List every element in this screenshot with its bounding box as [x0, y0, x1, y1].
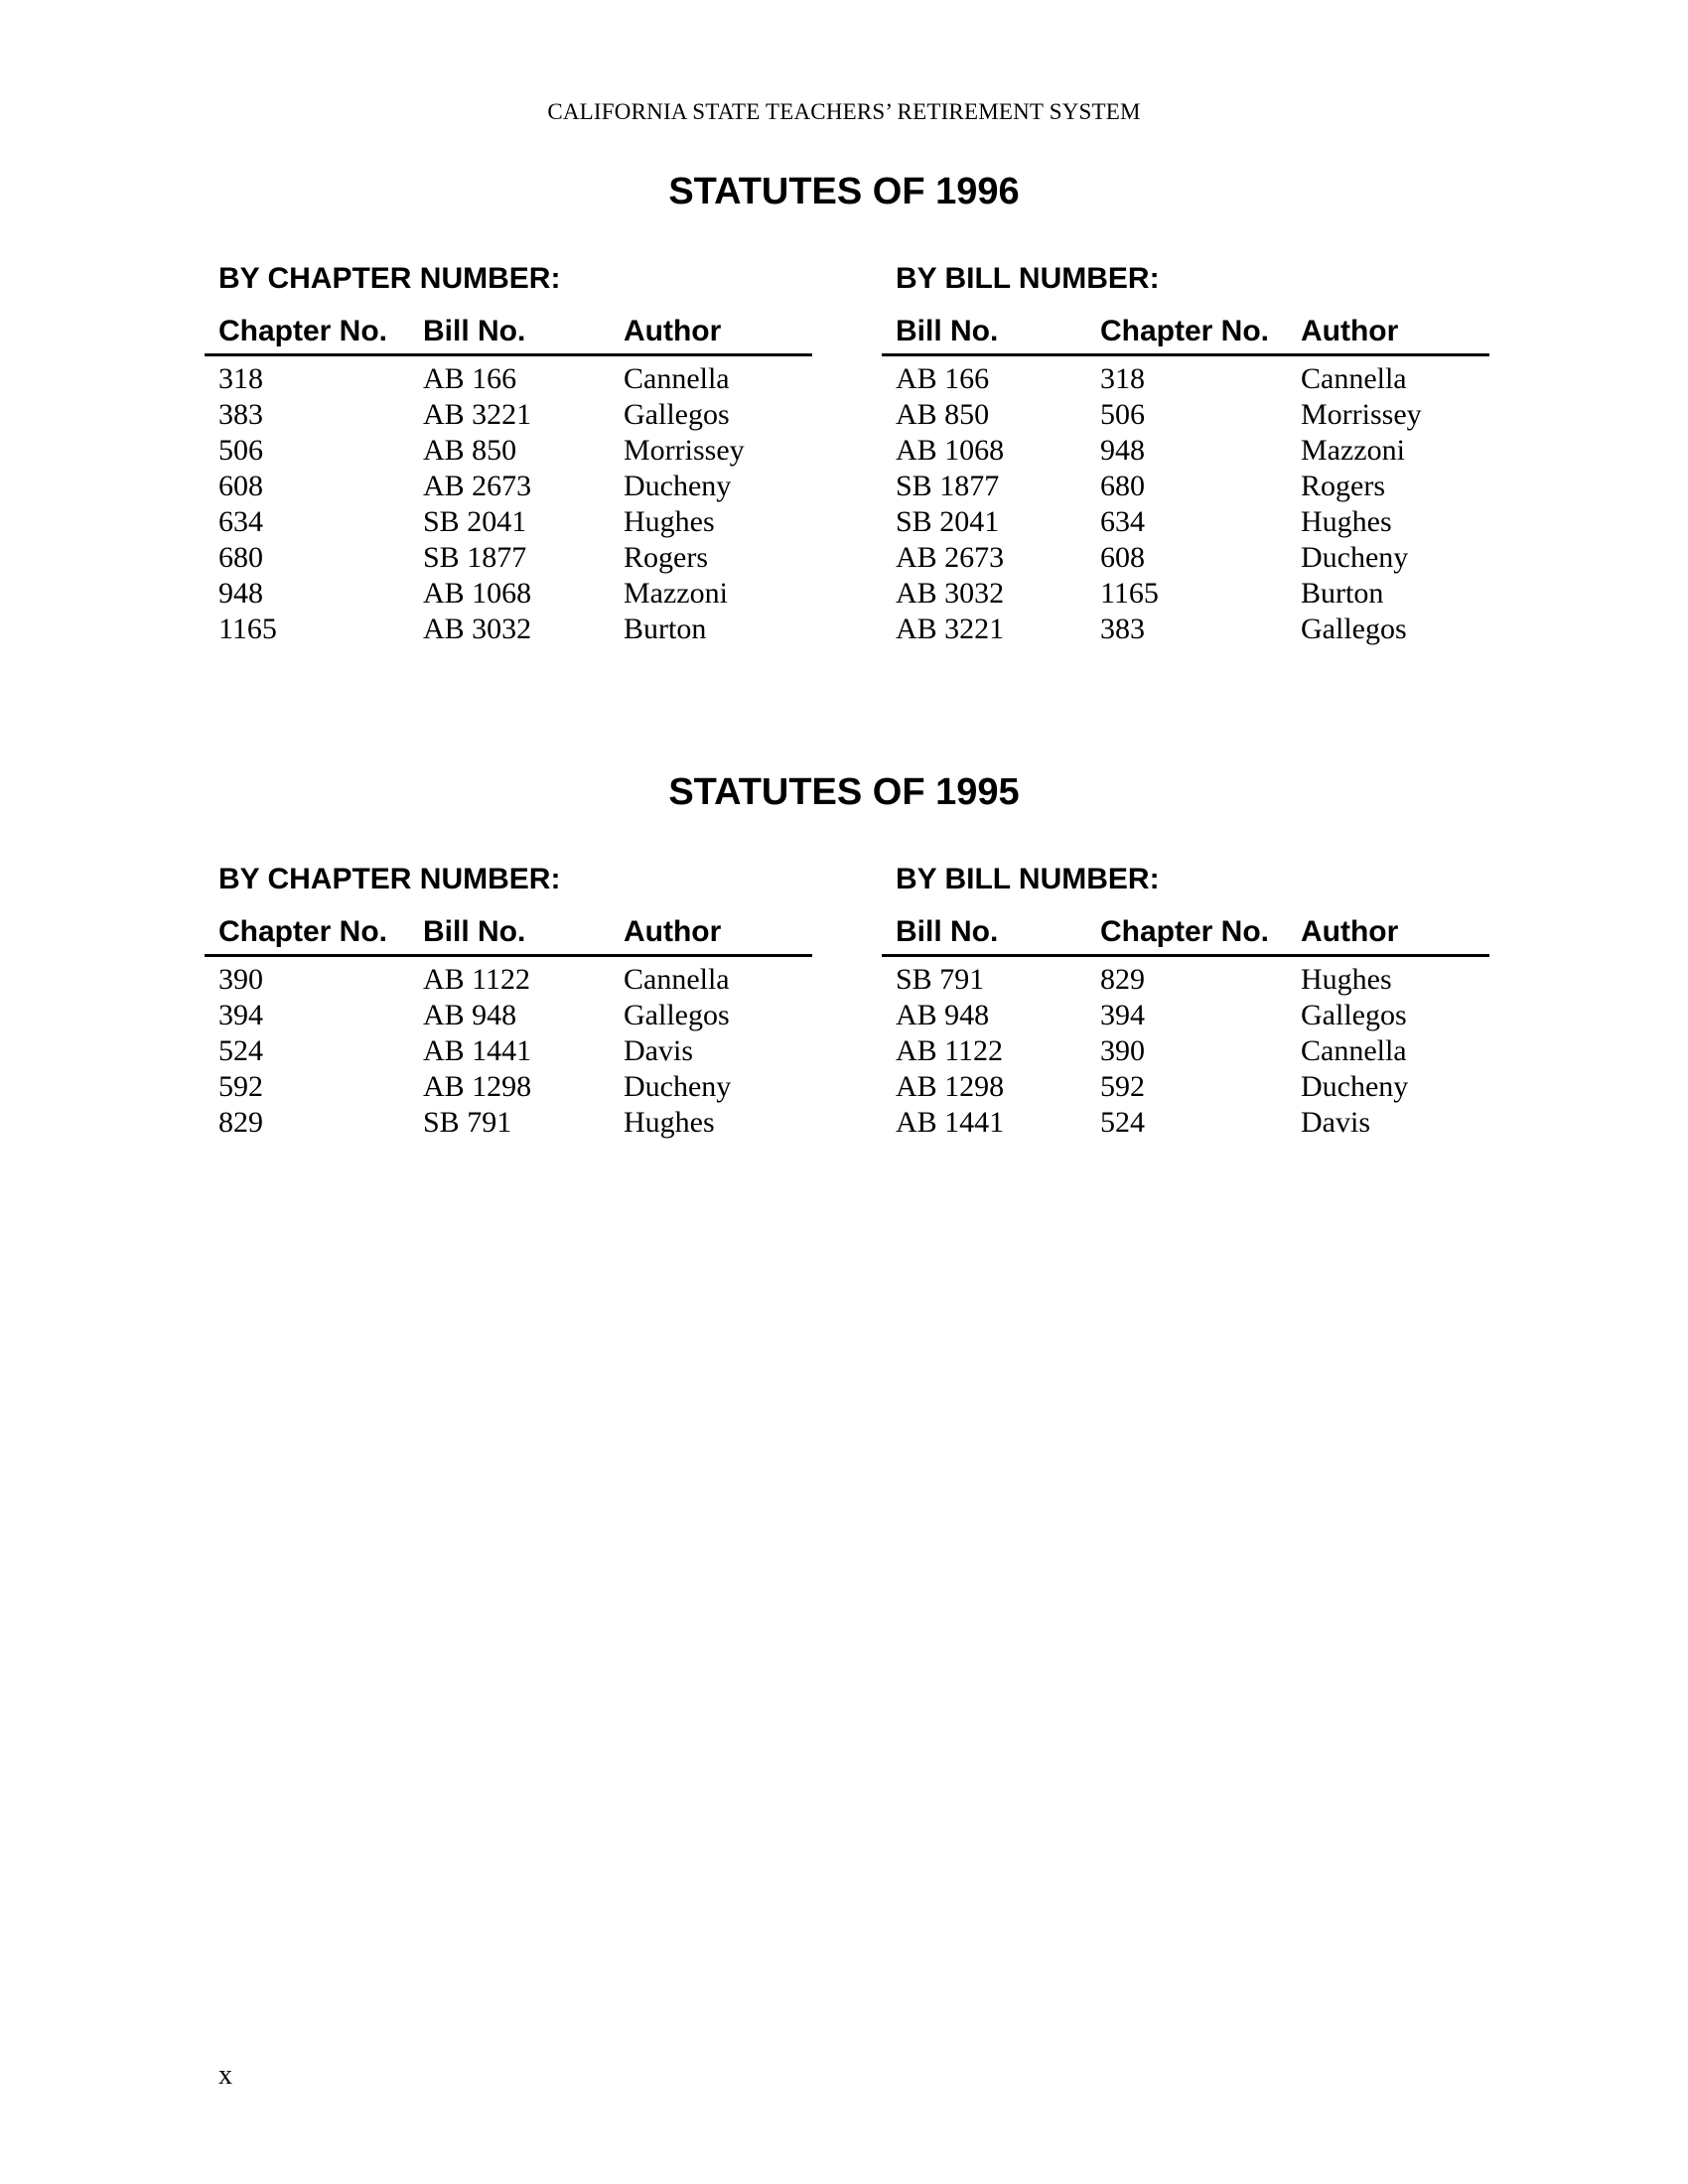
- column-header: Author: [624, 915, 722, 948]
- table-row: [205, 612, 812, 647]
- bill-number: AB 166: [423, 362, 517, 395]
- chapter-number: 318: [1100, 362, 1145, 395]
- author-name: Cannella: [1301, 362, 1407, 395]
- chapter-number: 383: [1100, 613, 1145, 645]
- table-row: [205, 504, 812, 540]
- table-row: [882, 397, 1489, 433]
- author-name: Mazzoni: [1301, 434, 1405, 467]
- bill-number: SB 1877: [896, 470, 1000, 502]
- column-header: Author: [1301, 315, 1399, 347]
- chapter-number: 592: [1100, 1070, 1145, 1103]
- author-name: Burton: [624, 613, 707, 645]
- bill-number: AB 1441: [423, 1034, 532, 1067]
- chapter-number: 948: [1100, 434, 1145, 467]
- table-row: [205, 576, 812, 612]
- column-header: Bill No.: [423, 315, 526, 347]
- table-row: [205, 540, 812, 576]
- chapter-number: 1165: [218, 613, 277, 645]
- chapter-number: 524: [1100, 1106, 1145, 1139]
- column-header: Chapter No.: [218, 915, 388, 948]
- author-name: Rogers: [1301, 470, 1385, 502]
- author-name: Morrissey: [1301, 398, 1422, 431]
- column-header: Author: [624, 315, 722, 347]
- column-header: Chapter No.: [218, 315, 388, 347]
- chapter-number: 829: [218, 1106, 263, 1139]
- table-row: [882, 1033, 1489, 1069]
- author-name: Cannella: [624, 362, 730, 395]
- author-name: Davis: [1301, 1106, 1370, 1139]
- author-name: Ducheny: [624, 1070, 732, 1103]
- table-row: [882, 504, 1489, 540]
- bill-number: AB 2673: [896, 541, 1005, 574]
- bill-number: AB 1441: [896, 1106, 1005, 1139]
- bill-number: AB 3032: [423, 613, 532, 645]
- table-row: [205, 962, 812, 998]
- bill-number: SB 2041: [896, 505, 1000, 538]
- bill-number: AB 1068: [423, 577, 532, 610]
- table-header-row: [205, 314, 812, 356]
- table-header-row: [882, 314, 1489, 356]
- page-number: x: [218, 2060, 232, 2091]
- table-row: [882, 962, 1489, 998]
- author-name: Hughes: [624, 505, 715, 538]
- chapter-number: 390: [218, 963, 263, 996]
- table-row: [205, 1069, 812, 1105]
- bill-number: AB 1122: [896, 1034, 1004, 1067]
- table-body: [882, 361, 1489, 647]
- author-name: Gallegos: [1301, 999, 1407, 1031]
- section-title: STATUTES OF 1995: [668, 771, 1020, 813]
- bill-number: SB 791: [896, 963, 985, 996]
- chapter-number: 829: [1100, 963, 1145, 996]
- chapter-number: 394: [1100, 999, 1145, 1031]
- table-row: [205, 1033, 812, 1069]
- chapter-number: 592: [218, 1070, 263, 1103]
- table-body: [205, 361, 812, 647]
- author-name: Hughes: [624, 1106, 715, 1139]
- chapter-number: 524: [218, 1034, 263, 1067]
- bill-number: AB 948: [423, 999, 517, 1031]
- section-title: STATUTES OF 1996: [668, 171, 1020, 212]
- author-name: Cannella: [624, 963, 730, 996]
- table-header-row: [882, 914, 1489, 957]
- column-header: Chapter No.: [1100, 315, 1270, 347]
- table-row: [882, 1069, 1489, 1105]
- chapter-number: 1165: [1100, 577, 1159, 610]
- bill-number: AB 1298: [423, 1070, 532, 1103]
- bill-number: AB 948: [896, 999, 990, 1031]
- table-row: [205, 433, 812, 469]
- author-name: Cannella: [1301, 1034, 1407, 1067]
- author-name: Morrissey: [624, 434, 745, 467]
- subtable-heading: BY CHAPTER NUMBER:: [218, 262, 561, 295]
- table-row: [205, 998, 812, 1033]
- bill-number: AB 166: [896, 362, 990, 395]
- table-row: [882, 469, 1489, 504]
- author-name: Gallegos: [1301, 613, 1407, 645]
- bill-number: AB 3032: [896, 577, 1005, 610]
- table-row: [205, 361, 812, 397]
- author-name: Mazzoni: [624, 577, 728, 610]
- chapter-number: 680: [1100, 470, 1145, 502]
- chapter-number: 634: [1100, 505, 1145, 538]
- chapter-number: 608: [218, 470, 263, 502]
- column-header: Chapter No.: [1100, 915, 1270, 948]
- subtable-heading: BY BILL NUMBER:: [896, 863, 1160, 895]
- table-row: [882, 433, 1489, 469]
- chapter-number: 634: [218, 505, 263, 538]
- author-name: Gallegos: [624, 398, 730, 431]
- subtable-heading: BY CHAPTER NUMBER:: [218, 863, 561, 895]
- bill-number: SB 2041: [423, 505, 527, 538]
- table-row: [882, 998, 1489, 1033]
- bill-number: AB 1068: [896, 434, 1005, 467]
- chapter-number: 383: [218, 398, 263, 431]
- bill-number: AB 1122: [423, 963, 531, 996]
- bill-number: AB 850: [423, 434, 517, 467]
- author-name: Hughes: [1301, 963, 1392, 996]
- column-header: Bill No.: [423, 915, 526, 948]
- bill-number: AB 850: [896, 398, 990, 431]
- bill-number: AB 3221: [896, 613, 1005, 645]
- table-row: [882, 540, 1489, 576]
- chapter-number: 318: [218, 362, 263, 395]
- chapter-number: 608: [1100, 541, 1145, 574]
- table-header-row: [205, 914, 812, 957]
- column-header: Bill No.: [896, 315, 999, 347]
- author-name: Gallegos: [624, 999, 730, 1031]
- column-header: Bill No.: [896, 915, 999, 948]
- bill-number: AB 3221: [423, 398, 532, 431]
- author-name: Ducheny: [1301, 1070, 1409, 1103]
- chapter-number: 506: [218, 434, 263, 467]
- table-row: [205, 1105, 812, 1141]
- chapter-number: 506: [1100, 398, 1145, 431]
- table-row: [882, 576, 1489, 612]
- bill-number: SB 791: [423, 1106, 512, 1139]
- table-row: [882, 361, 1489, 397]
- table-body: [205, 962, 812, 1141]
- bill-number: AB 2673: [423, 470, 532, 502]
- bill-number: AB 1298: [896, 1070, 1005, 1103]
- author-name: Burton: [1301, 577, 1384, 610]
- chapter-number: 948: [218, 577, 263, 610]
- author-name: Ducheny: [624, 470, 732, 502]
- author-name: Ducheny: [1301, 541, 1409, 574]
- subtable-heading: BY BILL NUMBER:: [896, 262, 1160, 295]
- chapter-number: 680: [218, 541, 263, 574]
- column-header: Author: [1301, 915, 1399, 948]
- author-name: Hughes: [1301, 505, 1392, 538]
- chapter-number: 390: [1100, 1034, 1145, 1067]
- chapter-number: 394: [218, 999, 263, 1031]
- table-row: [205, 397, 812, 433]
- table-row: [205, 469, 812, 504]
- author-name: Davis: [624, 1034, 693, 1067]
- running-head: CALIFORNIA STATE TEACHERS’ RETIREMENT SYSTEM: [547, 99, 1141, 124]
- table-row: [882, 1105, 1489, 1141]
- author-name: Rogers: [624, 541, 708, 574]
- table-body: [882, 962, 1489, 1141]
- bill-number: SB 1877: [423, 541, 527, 574]
- table-row: [882, 612, 1489, 647]
